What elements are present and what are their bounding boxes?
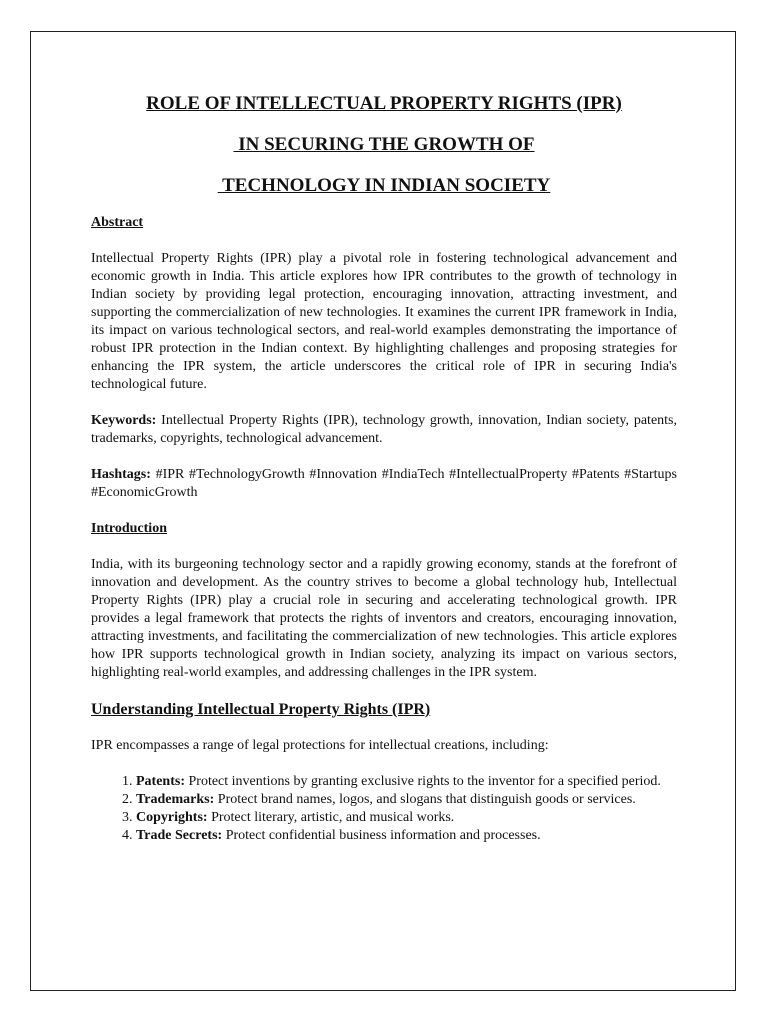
list-item-label: Trademarks: (136, 792, 215, 807)
keywords-label: Keywords: (91, 413, 157, 428)
list-item-text: Protect confidential business information and processes. (222, 828, 541, 843)
hashtags-label: Hashtags: (91, 467, 151, 482)
list-item-patents (136, 773, 677, 791)
ipr-types-list (91, 773, 677, 845)
document-content (91, 92, 677, 845)
hashtags-text: #IPR #TechnologyGrowth #Innovation #IndiaTech #IntellectualProperty #Patents #Startups #EconomicGrowth (91, 467, 677, 500)
list-item-text: Protect literary, artistic, and musical works. (207, 810, 455, 825)
abstract-text: Intellectual Property Rights (IPR) play a pivotal role in fostering technological advancement and economic growth in India. This article explores how IPR contributes to the growth of technology in Indian society by providing legal protection, encouraging innovation, attracting investment, and supporting the commercialization of new technologies. It examines the current IPR framework in India, its impact on various technological sectors, and real-world examples demonstrating the importance of robust IPR protection in the Indian context. By highlighting challenges and proposing strategies for enhancing the IPR system, the article underscores the critical role of IPR in securing India's technological future. (91, 251, 677, 392)
understanding-ipr-heading: Understanding Intellectual Property Rights (IPR) (91, 701, 431, 718)
hashtags-paragraph (91, 466, 677, 502)
title-line-3: TECHNOLOGY IN INDIAN SOCIETY (217, 175, 551, 196)
understanding-ipr-intro: IPR encompasses a range of legal protections for intellectual creations, including: (91, 738, 549, 753)
list-item-trademarks (136, 791, 677, 809)
list-item-label: Trade Secrets: (136, 828, 223, 843)
keywords-text: Intellectual Property Rights (IPR), technology growth, innovation, Indian society, patents, trademarks, copyrights, technological advancement. (91, 413, 677, 446)
keywords-paragraph (91, 412, 677, 448)
list-item-trade-secrets (136, 827, 677, 845)
abstract-heading: Abstract (91, 215, 144, 230)
list-item-copyrights (136, 809, 677, 827)
list-item-label: Copyrights: (136, 810, 208, 825)
introduction-heading: Introduction (91, 521, 167, 536)
list-item-label: Patents: (136, 774, 185, 789)
title-line-2: IN SECURING THE GROWTH OF (233, 134, 535, 155)
title-line-1: ROLE OF INTELLECTUAL PROPERTY RIGHTS (IPR) (146, 93, 622, 114)
introduction-text: India, with its burgeoning technology sector and a rapidly growing economy, stands at the forefront of innovation and development. As the country strives to become a global technology hub, Intellectual Property Rights (IPR) play a crucial role in securing and accelerating technological growth. IPR provides a legal framework that protects the rights of inventors and creators, encouraging innovation, attracting investments, and facilitating the commercialization of new technologies. This article explores how IPR supports technological growth in Indian society, analyzing its impact on various sectors, highlighting real-world examples, and addressing challenges in the IPR system. (91, 557, 677, 680)
list-item-text: Protect inventions by granting exclusive rights to the inventor for a specified period. (185, 774, 661, 789)
list-item-text: Protect brand names, logos, and slogans that distinguish goods or services. (214, 792, 636, 807)
